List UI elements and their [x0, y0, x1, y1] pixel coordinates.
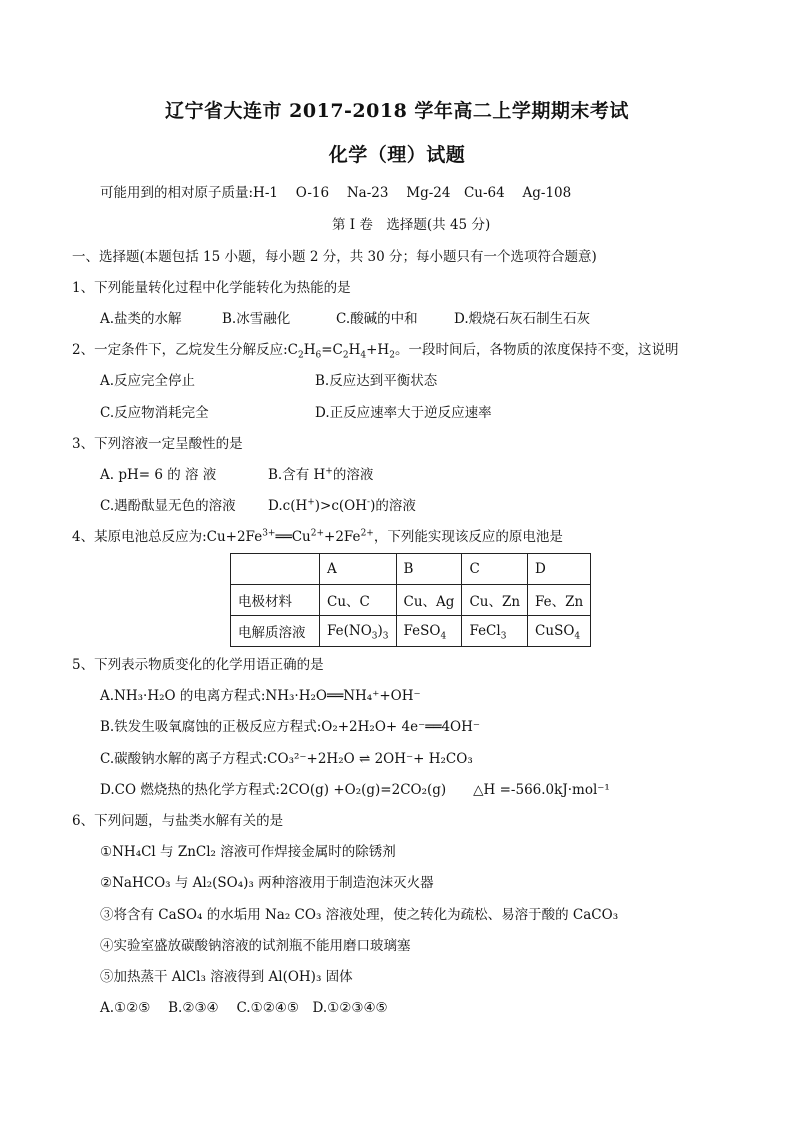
table-cell: Cu、C: [320, 585, 397, 616]
page-title: 辽宁省大连市 2017-2018 学年高二上学期期末考试: [165, 100, 629, 122]
table-cell: B: [396, 554, 462, 585]
q5-option-b: B.铁发生吸氧腐蚀的正极反应方程式:O₂+2H₂O+ 4e⁻══4OH⁻: [100, 719, 481, 735]
q6-item-1: ①NH₄Cl 与 ZnCl₂ 溶液可作焊接金属时的除锈剂: [100, 844, 396, 860]
table-row: [231, 554, 591, 585]
q6-item-5: ⑤加热蒸干 AlCl₃ 溶液得到 Al(OH)₃ 固体: [100, 969, 353, 985]
q5-option-a: A.NH₃·H₂O 的电离方程式:NH₃·H₂O══NH₄⁺+OH⁻: [100, 688, 421, 704]
part-heading: 第 I 卷 选择题(共 45 分): [332, 217, 491, 233]
table-cell: 电解质溶液: [231, 616, 320, 647]
q2-option-d: D.正反应速率大于逆反应速率: [315, 405, 492, 421]
q1-option-d: D.煅烧石灰石制生石灰: [454, 311, 591, 327]
page-subtitle: 化学（理）试题: [328, 144, 466, 166]
q5-stem: 5、下列表示物质变化的化学用语正确的是: [72, 657, 324, 673]
atomic-mass-line: 可能用到的相对原子质量:H-1 O-16 Na-23 Mg-24 Cu-64 Ag-108: [100, 185, 572, 201]
q2-option-b: B.反应达到平衡状态: [315, 373, 438, 389]
table-cell: 电极材料: [231, 585, 320, 616]
q5-option-c: C.碳酸钠水解的离子方程式:CO₃²⁻+2H₂O ⇌ 2OH⁻+ H₂CO₃: [100, 751, 473, 767]
table-cell: D: [528, 554, 591, 585]
table-cell: $Fe(NO_3)_3$: [320, 616, 397, 647]
table-cell: [231, 554, 320, 585]
section-heading: 一、选择题(本题包括 15 小题，每小题 2 分，共 30 分；每小题只有一个选项符合题意): [72, 249, 597, 265]
table-cell: Cu、Zn: [462, 585, 528, 616]
table-row: [231, 616, 591, 647]
q6-options: A.①②⑤ B.②③④ C.①②④⑤ D.①②③④⑤: [100, 1000, 388, 1016]
q6-item-2: ②NaHCO₃ 与 Al₂(SO₄)₃ 两种溶液用于制造泡沫灭火器: [100, 875, 434, 891]
table-cell: Cu、Ag: [396, 585, 462, 616]
q3-option-a: A. pH= 6 的 溶 液: [100, 467, 217, 483]
q1-option-a: A.盐类的水解: [100, 311, 182, 327]
q3-stem: 3、下列溶液一定呈酸性的是: [72, 436, 243, 452]
table-cell: Fe、Zn: [528, 585, 591, 616]
q2-option-c: C.反应物消耗完全: [100, 405, 209, 421]
q1-stem: 1、下列能量转化过程中化学能转化为热能的是: [72, 280, 351, 296]
q4-stem: 4、某原电池总反应为$:Cu+2Fe^{3+}══Cu^{2+}+2Fe^{2+}$，下列能实现该反应的原电池是: [72, 528, 563, 545]
table-cell: A: [320, 554, 397, 585]
table-cell: C: [462, 554, 528, 585]
q2-stem: 2、一定条件下，乙烷发生分解反应$:C_2H_6=C_2H_4+H_2$。一段时间后，各物质的浓度保持不变，这说明: [72, 342, 679, 361]
q3-option-d: D.c(H+)>c(OH-)的溶液: [268, 497, 416, 514]
table-cell: CuSO$_4$: [528, 616, 591, 647]
q1-option-b: B.冰雪融化: [222, 311, 291, 327]
q3-option-c: C.遇酚酞显无色的溶液: [100, 498, 236, 514]
q6-item-4: ④实验室盛放碳酸钠溶液的试剂瓶不能用磨口玻璃塞: [100, 938, 411, 954]
q3-option-b: B.含有 H+的溶液: [268, 466, 374, 483]
table-cell: FeCl$_3$: [462, 616, 528, 647]
q1-option-c: C.酸碱的中和: [336, 311, 418, 327]
table-cell: FeSO$_4$: [396, 616, 462, 647]
table-row: [231, 585, 591, 616]
q6-stem: 6、下列问题，与盐类水解有关的是: [72, 813, 284, 829]
q6-item-3: ③将含有 CaSO₄ 的水垢用 Na₂ CO₃ 溶液处理，使之转化为疏松、易溶于酸的 CaCO₃: [100, 907, 619, 923]
q4-table: [230, 553, 591, 647]
q5-option-d: D.CO 燃烧热的热化学方程式:2CO(g) +O₂(g)=2CO₂(g) △H =-566.0kJ·mol⁻¹: [100, 782, 610, 798]
q2-option-a: A.反应完全停止: [100, 373, 196, 389]
